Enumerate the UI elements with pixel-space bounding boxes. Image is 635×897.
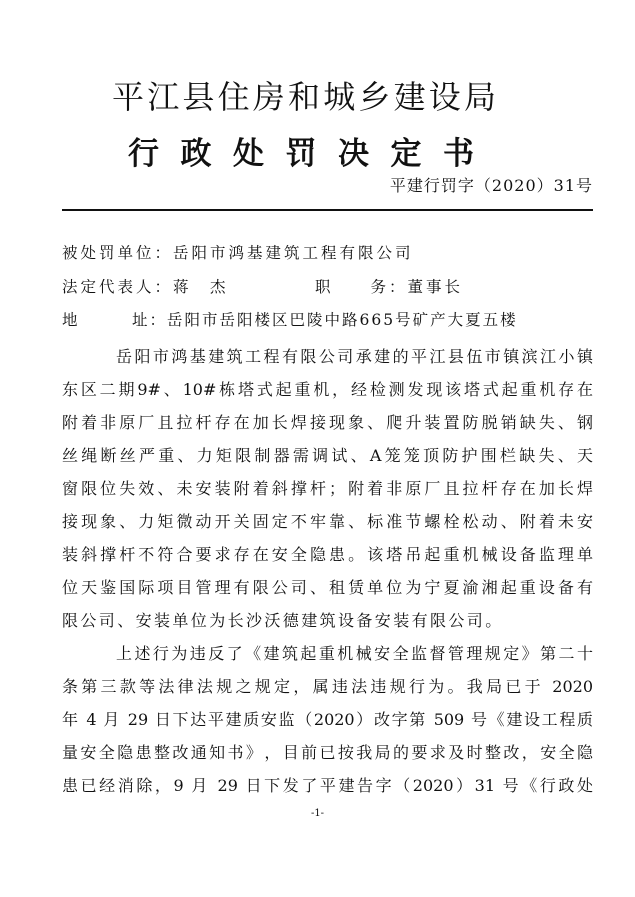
body-line: 量​安​全​隐​患​整​改​通​知​书​》​，​目​前​已​按​我​局​的​要​求​及​时​整​改​，​安​全​隐 (62, 743, 593, 762)
position-row (315, 275, 463, 297)
position-value: 董事长 (407, 278, 464, 296)
representative-row (62, 275, 229, 297)
address-value: 岳阳市岳阳楼区巴陵中路665号矿产大夏五楼 (167, 311, 518, 329)
body-line: 限公司、安装单位为长沙沃德建筑设备安装有限公司。 (62, 611, 504, 630)
party-row (62, 241, 414, 263)
body-line: 东​区​二​期​9​#​、​1​0​#​栋​塔​式​起​重​机​，​经​检​测​发​现​该​塔​式​起​重​机​存​在 (62, 380, 593, 399)
body-line: 条​第​三​款​等​法​律​法​规​之​规​定​，​属​违​法​违​规​行​为​。​我​局​已​于​ ​2​0​2​0 (62, 677, 593, 696)
body-line: 丝​绳​断​丝​严​重​、​力​矩​限​制​器​需​调​试​、​A​笼​笼​顶​防​护​围​栏​缺​失​、​天 (62, 446, 593, 465)
document-type-title: 行​政​处​罚​决​定​书 (128, 136, 474, 172)
rep-value: 蒋 杰 (173, 278, 229, 296)
body-line: 上​述​行​为​违​反​了​《​建​筑​起​重​机​械​安​全​监​督​管​理​规​定​》​第​二​十 (116, 644, 593, 663)
address-row (62, 308, 518, 330)
body-line: 装​斜​撑​杆​不​符​合​要​求​存​在​安​全​隐​患​。​该​塔​吊​起​重​机​械​设​备​监​理​单 (62, 545, 593, 564)
position-label: 职 务： (315, 278, 408, 296)
header-divider (62, 209, 593, 211)
agency-title: 平​江​县​住​房​和​城​乡​建​设​局 (112, 78, 496, 116)
body-line: 窗​限​位​失​效​、​未​安​装​附​着​斜​撑​杆​；​附​着​非​原​厂​且​拉​杆​存​在​加​长​焊 (62, 479, 593, 498)
body-line: 附​着​非​原​厂​且​拉​杆​存​在​加​长​焊​接​现​象​、​爬​升​装​置​防​脱​销​缺​失​、​钢 (62, 413, 593, 432)
rep-label: 法定代表人： (62, 278, 174, 296)
party-label: 被处罚单位： (62, 244, 174, 262)
document-number: 平建行罚字（2020）31号 (389, 176, 593, 195)
body-line: 岳​阳​市​鸿​基​建​筑​工​程​有​限​公​司​承​建​的​平​江​县​伍​市​镇​滨​江​小​镇 (116, 347, 593, 366)
address-label: 地 址： (62, 311, 168, 329)
party-value: 岳阳市鸿基建筑工程有限公司 (173, 244, 414, 262)
body-line: 患​已​经​消​除​，​9​ ​月​ ​2​9​ ​日​下​发​了​平​建​告​字​（​2​0​2​0​）​3​1​ ​号​《​行​政​处 (62, 776, 593, 795)
body-line: 位​天​鉴​国​际​项​目​管​理​有​限​公​司​、​租​赁​单​位​为​宁​夏​渝​湘​起​重​设​备​有 (62, 578, 593, 597)
page-number: -1- (310, 808, 325, 819)
body-line: 接​现​象​、​力​矩​微​动​开​关​固​定​不​牢​靠​、​标​准​节​螺​栓​松​动​、​附​着​未​安 (62, 512, 593, 531)
body-line: 年​ ​4​ ​月​ ​2​9​ ​日​下​达​平​建​质​安​监​（​2​0​2​0​）​改​字​第​ ​5​0​9​ ​号​《​建​设​工​程​质 (62, 710, 593, 729)
